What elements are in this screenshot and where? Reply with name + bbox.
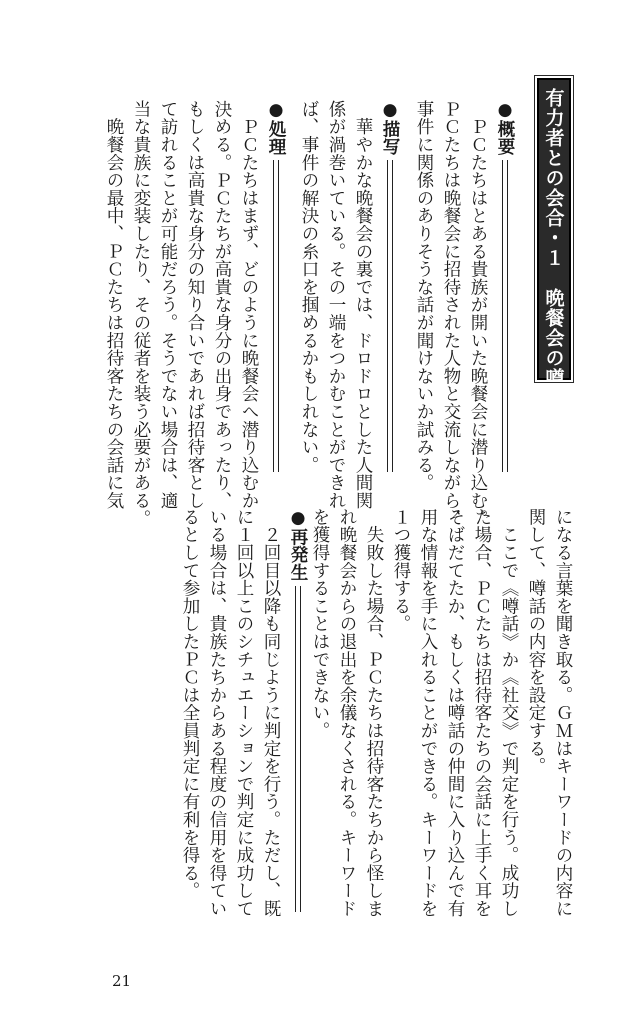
paragraph-line: れ晩餐会からの退出を余儀なくされる。キーワード <box>337 508 357 918</box>
paragraph-line: ＰＣたちはまず、どのように晩餐会へ潜り込むか <box>239 100 259 510</box>
heading-text: 処理 <box>266 120 286 156</box>
paragraph-line: もしくは高貴な身分の知り合いであれば招待客とし <box>185 100 205 510</box>
continued-text <box>306 508 576 928</box>
paragraph-line: 失敗した場合、ＰＣたちは招待客たちから怪しま <box>364 508 384 918</box>
heading-rule <box>295 586 301 912</box>
section-heading-description <box>376 100 403 472</box>
chapter-title: 有力者との会合・１ 晩餐会の噂 <box>542 88 565 388</box>
paragraph-line: を獲得することはできない。 <box>310 508 330 740</box>
paragraph-line: 事件に関係のありそうな話が聞けないか試みる。 <box>414 100 434 492</box>
paragraph-line: に１回以上このシチュエーションで判定に成功して <box>234 508 254 918</box>
heading-rule <box>502 160 508 472</box>
paragraph-line: 係が渦巻いている。その一端をつかむことができれ <box>326 100 346 510</box>
heading-text: 再発生 <box>288 528 308 582</box>
bullet-icon: ● <box>495 100 515 121</box>
paragraph-line: て訪れることが可能だろう。そうでない場合は、適 <box>158 100 178 510</box>
paragraph-line: １つ獲得する。 <box>391 508 411 633</box>
paragraph-line: 当な貴族に変装したり、その従者を装う必要がある。 <box>131 100 151 528</box>
heading-rule <box>273 160 279 472</box>
section-recurrence <box>176 508 311 928</box>
bullet-icon: ● <box>266 100 286 121</box>
paragraph-line: ＰＣたちはとある貴族が開いた晩餐会に潜り込む。 <box>468 100 488 528</box>
heading-text: 描写 <box>380 120 400 156</box>
paragraph-line: 華やかな晩餐会の裏では、ドロドロとした人間関 <box>353 100 373 510</box>
section-overview <box>410 100 518 528</box>
paragraph-line: ば、事件の解決の糸口を掴めるかもしれない。 <box>299 100 319 474</box>
paragraph-line: ここで《噂話》か《社交》で判定を行う。成功し <box>499 508 519 918</box>
paragraph-line: 用な情報を手に入れることができる。キーワードを <box>418 508 438 918</box>
paragraph-line: いる場合は、貴族たちからある程度の信用を得てい <box>207 508 227 918</box>
paragraph-line: ２回目以降も同じように判定を行う。ただし、既 <box>261 508 281 918</box>
paragraph-line: 決める。ＰＣたちが高貴な身分の出身であったり、 <box>212 100 232 510</box>
bullet-icon: ● <box>288 508 308 529</box>
paragraph-line: そばだてたか、もしくは噂話の仲間に入り込んで有 <box>445 508 465 918</box>
section-heading-recurrence <box>284 508 311 912</box>
paragraph-line: ＰＣたちは晩餐会に招待された人物と交流しながら、 <box>441 100 461 528</box>
paragraph-line: た場合、ＰＣたちは招待客たちの会話に上手く耳を <box>472 508 492 918</box>
chapter-title-box <box>537 78 571 388</box>
section-heading-procedure <box>262 100 289 472</box>
heading-rule <box>387 160 393 472</box>
page-number: 21 <box>112 972 132 990</box>
section-description <box>295 100 403 510</box>
section-heading-overview <box>491 100 518 472</box>
section-procedure <box>100 100 289 528</box>
heading-text: 概要 <box>495 120 515 156</box>
paragraph-line: 関して、噂話の内容を設定する。 <box>526 508 546 775</box>
paragraph-line: 晩餐会の最中、ＰＣたちは招待客たちの会話に気 <box>104 100 124 510</box>
bullet-icon: ● <box>380 100 400 121</box>
paragraph-line: るとして参加したＰＣは全員判定に有利を得る。 <box>180 508 200 900</box>
paragraph-line: になる言葉を聞き取る。ＧＭはキーワードの内容に <box>553 508 573 918</box>
